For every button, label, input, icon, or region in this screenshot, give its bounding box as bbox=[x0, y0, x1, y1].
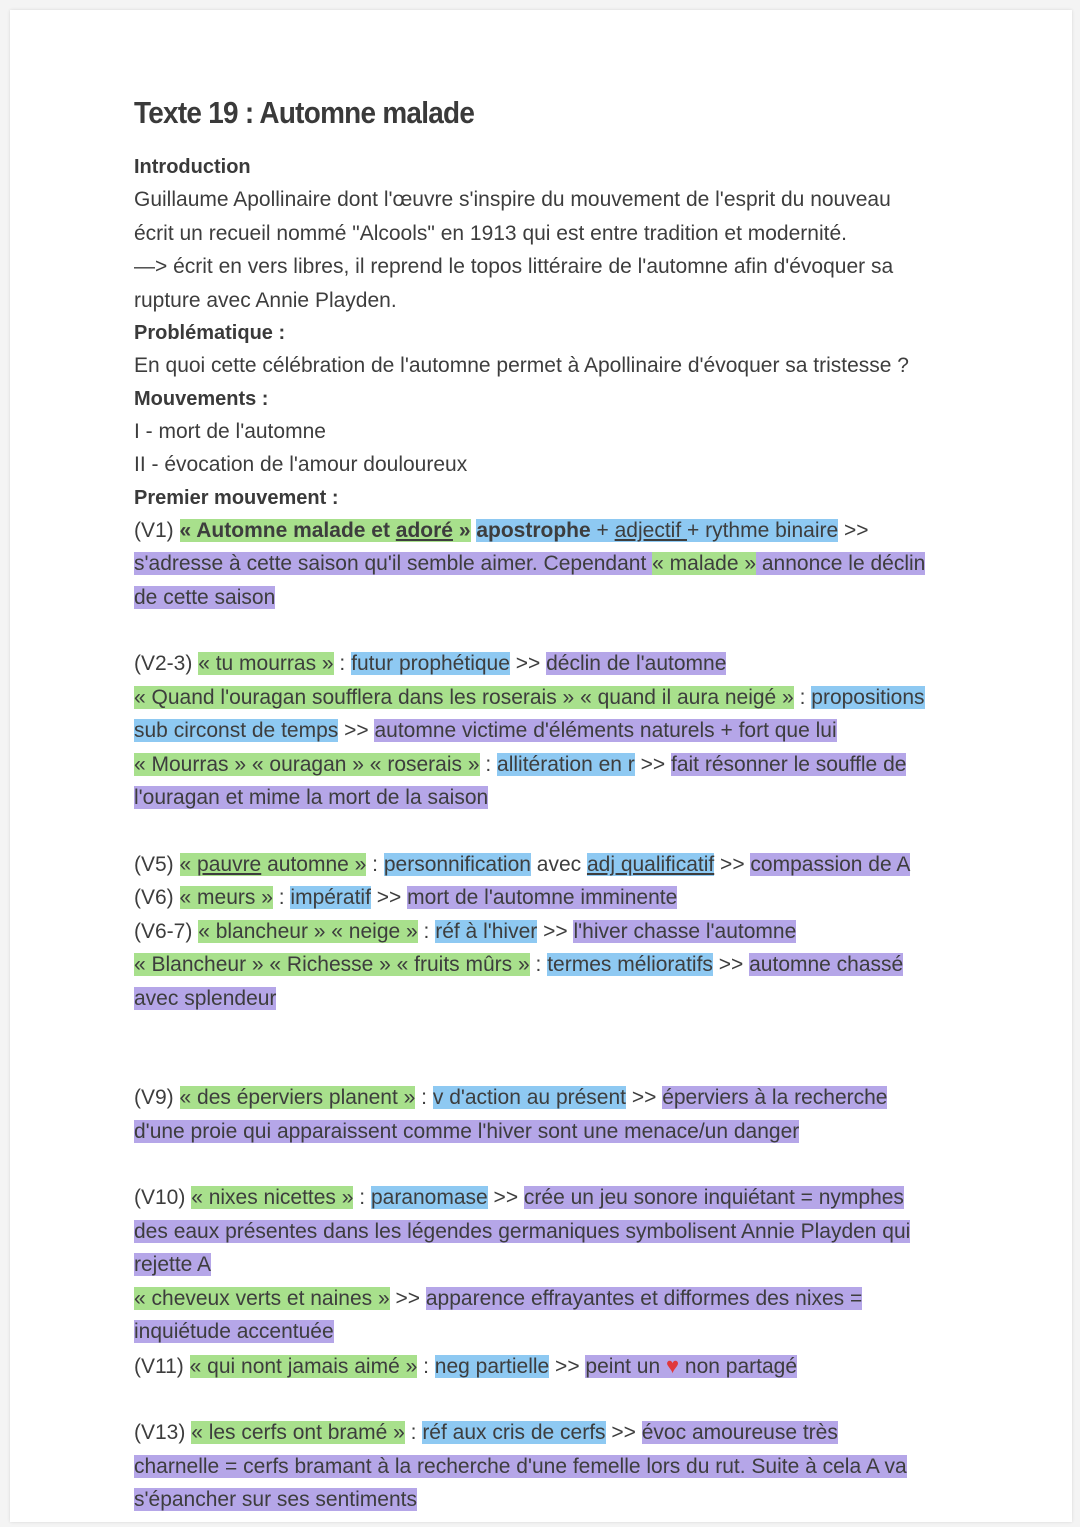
verse-ref: (V6) bbox=[134, 886, 180, 909]
interpretation-text: peint un bbox=[585, 1354, 666, 1378]
arrow-text: >> bbox=[605, 1421, 642, 1444]
figure-highlight: futur prophétique bbox=[351, 652, 510, 675]
quote-text: » bbox=[452, 518, 471, 542]
document-content bbox=[134, 95, 954, 1517]
intro-heading: Introduction bbox=[134, 156, 251, 178]
arrow-text: >> bbox=[549, 1354, 586, 1378]
quote-highlight: « cheveux verts et naines » bbox=[134, 1286, 390, 1310]
interpretation-highlight: inquiétude accentuée bbox=[134, 1320, 334, 1343]
analysis-block-v9 bbox=[134, 1081, 954, 1148]
heart-icon: ♥ bbox=[666, 1352, 680, 1378]
quote-highlight bbox=[180, 519, 471, 542]
interpretation-highlight: l'hiver chasse l'automne bbox=[573, 919, 797, 943]
separator: : bbox=[415, 1086, 433, 1109]
verse-ref: (V6-7) bbox=[134, 919, 199, 943]
arrow-text: >> bbox=[634, 752, 671, 776]
figure-highlight: + bbox=[590, 518, 615, 542]
separator: : bbox=[353, 1186, 371, 1209]
interpretation-highlight: annonce le déclin bbox=[756, 552, 926, 575]
quote-highlight: « Quand l'ouragan soufflera dans les roserais » « quand il aura neigé » bbox=[134, 685, 794, 709]
mouvement-item: II - évocation de l'amour douloureux bbox=[134, 453, 468, 476]
separator: : bbox=[366, 852, 384, 876]
figure-highlight: neg partielle bbox=[434, 1354, 550, 1378]
analysis-block-v1 bbox=[134, 514, 954, 615]
interpretation-text: non partagé bbox=[679, 1354, 797, 1378]
analysis-block-v2-3 bbox=[134, 647, 954, 815]
figure-highlight: paranomase bbox=[370, 1186, 488, 1209]
verse-ref: (V10) bbox=[134, 1186, 192, 1209]
interpretation-highlight: automne victime d'éléments naturels + fort que lui bbox=[374, 719, 837, 742]
separator: : bbox=[529, 953, 548, 976]
figure-highlight: impératif bbox=[290, 886, 371, 909]
connector-text: avec bbox=[530, 852, 587, 876]
mouvement-item: I - mort de l'automne bbox=[134, 419, 326, 443]
separator: : bbox=[404, 1421, 423, 1444]
figure-highlight: + rythme binaire bbox=[687, 518, 839, 542]
interpretation-highlight: compassion de A bbox=[750, 852, 911, 876]
arrow-text: >> bbox=[338, 719, 375, 742]
figure-highlight: adj qualificatif bbox=[586, 852, 715, 876]
separator: : bbox=[272, 886, 291, 909]
analysis-block-v13 bbox=[134, 1416, 954, 1517]
quote-text: « bbox=[179, 852, 198, 876]
intro-line: écrit un recueil nommé "Alcools" en 1913 qui est entre tradition et modernité. bbox=[134, 221, 847, 245]
problematique-text: En quoi cette célébration de l'automne permet à Apollinaire d'évoquer sa tristesse ? bbox=[134, 354, 909, 377]
interpretation-highlight: éperviers à la recherche bbox=[662, 1086, 888, 1109]
problematique-heading: Problématique : bbox=[134, 322, 286, 344]
quote-highlight: « tu mourras » bbox=[198, 652, 334, 675]
figure-highlight: sub circonst de temps bbox=[134, 719, 339, 742]
quote-highlight: « des éperviers planent » bbox=[179, 1086, 416, 1109]
spacer bbox=[134, 1383, 954, 1416]
quote-text-underlined: adoré bbox=[395, 518, 453, 542]
separator: : bbox=[333, 652, 352, 675]
figure-highlight: adjectif bbox=[614, 518, 687, 542]
figure-highlight: apostrophe bbox=[476, 518, 591, 542]
figure-highlight: personnification bbox=[383, 852, 531, 876]
quote-text: automne » bbox=[261, 852, 367, 876]
quote-highlight: « nixes nicettes » bbox=[191, 1186, 354, 1209]
intro-line: Guillaume Apollinaire dont l'œuvre s'inspire du mouvement de l'esprit du nouveau bbox=[134, 188, 891, 211]
arrow-text: >> bbox=[537, 919, 574, 943]
spacer bbox=[134, 1148, 954, 1181]
quote-highlight: « meurs » bbox=[179, 886, 273, 909]
quote-text: « Automne malade et bbox=[179, 518, 396, 542]
arrow-text: >> bbox=[712, 953, 750, 976]
arrow-text: >> bbox=[389, 1286, 426, 1310]
quote-highlight: « qui nont jamais aimé » bbox=[189, 1354, 418, 1378]
interpretation-highlight: de cette saison bbox=[134, 585, 276, 609]
arrow-text: >> bbox=[626, 1086, 663, 1109]
separator: : bbox=[793, 685, 812, 709]
interpretation-highlight: fait résonner le souffle de bbox=[671, 752, 907, 776]
quote-highlight: « Blancheur » « Richesse » « fruits mûrs » bbox=[134, 953, 530, 976]
quote-highlight: « malade » bbox=[652, 552, 757, 575]
arrow-text: >> bbox=[509, 652, 547, 675]
interpretation-highlight: mort de l'automne imminente bbox=[407, 886, 678, 909]
interpretation-highlight: crée un jeu sonore inquiétant = nymphes bbox=[523, 1186, 904, 1209]
interpretation-highlight: d'une proie qui apparaissent comme l'hiver sont une menace/un danger bbox=[134, 1119, 800, 1143]
interpretation-highlight: s'épancher sur ses sentiments bbox=[134, 1488, 417, 1511]
figure-highlight: réf aux cris de cerfs bbox=[422, 1421, 606, 1444]
figure-highlight: réf à l'hiver bbox=[435, 919, 538, 943]
interpretation-highlight: des eaux présentes dans les légendes germaniques symbolisent Annie Playden qui bbox=[134, 1219, 911, 1243]
figure-highlight: propositions bbox=[811, 685, 925, 709]
interpretation-highlight: automne chassé bbox=[749, 953, 904, 976]
intro-text bbox=[134, 183, 954, 317]
quote-text-underlined: pauvre bbox=[197, 852, 262, 876]
verse-ref: (V1) bbox=[134, 518, 180, 542]
verse-ref: (V13) bbox=[134, 1421, 192, 1444]
intro-line: —> écrit en vers libres, il reprend le topos littéraire de l'automne afin d'évoquer sa bbox=[134, 255, 894, 278]
separator: : bbox=[417, 1354, 435, 1378]
quote-highlight bbox=[180, 853, 367, 876]
verse-ref: (V9) bbox=[134, 1086, 180, 1109]
interpretation-highlight: rejette A bbox=[134, 1253, 212, 1276]
document-page bbox=[10, 10, 1072, 1522]
spacer bbox=[134, 815, 954, 848]
interpretation-highlight: déclin de l'automne bbox=[546, 652, 727, 675]
interpretation-highlight bbox=[585, 1352, 797, 1378]
page-title: Texte 19 : Automne malade bbox=[134, 95, 475, 130]
analysis-block-v10-11 bbox=[134, 1181, 954, 1383]
spacer bbox=[134, 1015, 954, 1081]
separator: : bbox=[417, 919, 436, 943]
figure-highlight: termes mélioratifs bbox=[547, 953, 713, 976]
separator: : bbox=[479, 752, 498, 776]
interpretation-highlight: avec splendeur bbox=[134, 986, 277, 1010]
premier-mouvement-heading: Premier mouvement : bbox=[134, 486, 339, 509]
quote-highlight: « Mourras » « ouragan » « roserais » bbox=[134, 752, 480, 776]
figure-highlight: allitération en r bbox=[497, 752, 635, 776]
arrow-text: >> bbox=[838, 518, 869, 542]
mouvements-heading: Mouvements : bbox=[134, 387, 269, 410]
arrow-text: >> bbox=[714, 852, 751, 876]
verse-ref: (V5) bbox=[134, 852, 180, 876]
figure-highlight: v d'action au présent bbox=[432, 1086, 626, 1109]
arrow-text: >> bbox=[370, 886, 408, 909]
intro-line: rupture avec Annie Playden. bbox=[134, 288, 397, 312]
interpretation-highlight: l'ouragan et mime la mort de la saison bbox=[134, 786, 489, 809]
arrow-text: >> bbox=[487, 1186, 524, 1209]
quote-highlight: « les cerfs ont bramé » bbox=[191, 1421, 405, 1444]
spacer bbox=[134, 614, 954, 647]
verse-ref: (V11) bbox=[134, 1354, 190, 1378]
quote-highlight: « blancheur » « neige » bbox=[198, 919, 418, 943]
interpretation-highlight: évoc amoureuse très bbox=[641, 1421, 838, 1444]
analysis-block-v5-7 bbox=[134, 848, 954, 1016]
interpretation-highlight: charnelle = cerfs bramant à la recherche d'une femelle lors du rut. Suite à cela A va bbox=[134, 1454, 907, 1478]
interpretation-highlight: apparence effrayantes et difformes des nixes = bbox=[425, 1286, 863, 1310]
interpretation-highlight: s'adresse à cette saison qu'il semble aimer. Cependant bbox=[134, 552, 653, 575]
verse-ref: (V2-3) bbox=[134, 652, 199, 675]
